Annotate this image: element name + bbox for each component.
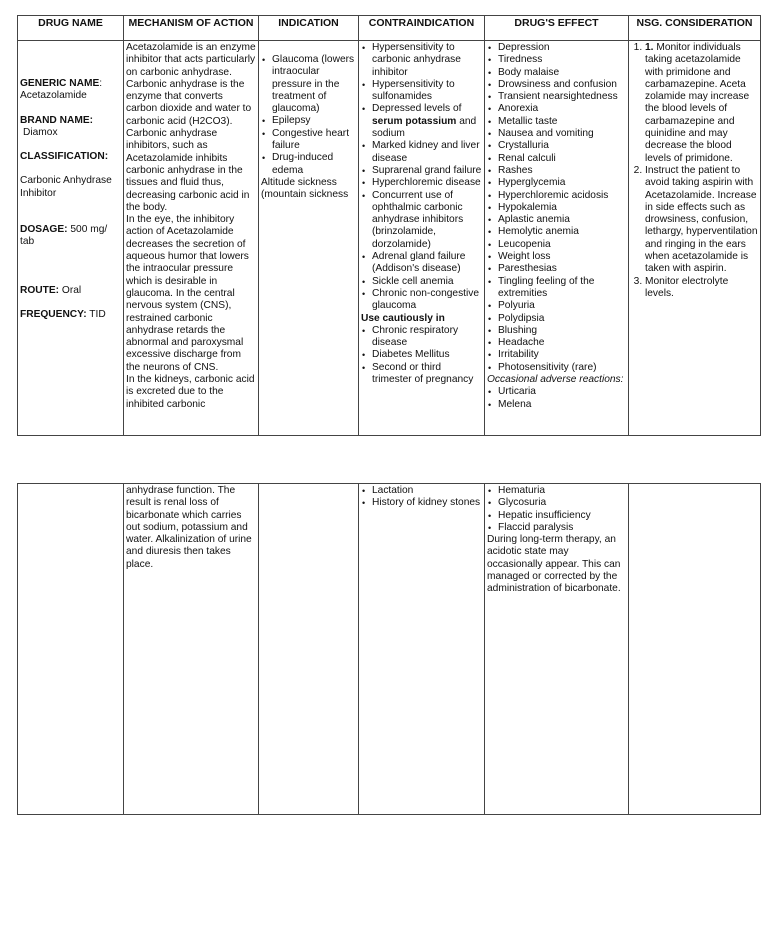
header-indication: INDICATION xyxy=(259,16,359,41)
drug-name-cell: GENERIC NAME: Acetazolamide BRAND NAME: Diamox CLASSIFICATION: Carbonic Anhydrase Inhibitor DOSAGE: 500 mg/ tab ROUTE: Oral FREQUENCY: TID xyxy=(18,41,124,436)
effect-item: • Anorexia xyxy=(487,103,626,115)
header-contraindication: CONTRAINDICATION xyxy=(359,16,485,41)
occasional-item: • Urticaria xyxy=(487,386,626,398)
contraindication-item: • Adrenal gland failure (Addison's disease) xyxy=(361,251,482,276)
contraindication-list xyxy=(361,42,482,313)
effect-item: • Renal calculi xyxy=(487,153,626,165)
header-nsg-consideration: NSG. CONSIDERATION xyxy=(629,16,761,41)
contraindication-item: • Lactation xyxy=(361,485,482,497)
nsg-consideration-cell xyxy=(629,41,761,436)
nsg-item: 2. Instruct the patient to avoid taking aspirin with Acetazolamide. Increase in side effects such as drowsiness, confusion, lethargy, hyperventilation and ringing in the ears when acetazolamide is taken with aspirin. xyxy=(645,165,758,276)
mechanism-paragraph-2: In the eye, the inhibitory action of Acetazolamide decreases the secretion of aqueous humor that lowers the intraocular pressure which is desirable in glaucoma. In the central nervous system (CNS), restrained carbonic anhydrase retards the abnormal and paroxysmal excessive discharge from the neurons of CNS. xyxy=(126,214,249,373)
mechanism-paragraph-1: Acetazolamide is an enzyme inhibitor that acts particularly on carbonic anhydrase. Carbonic anhydrase is the enzyme that converts carbon dioxide and water to carbonic acid (H2CO3). Carbonic anhydrase inhibitors, such as Acetazolamide inhibits carbonic anhydrase in the tissues and fluid thus, decreasing carbonic acid in the body. xyxy=(126,42,256,213)
contraindication-item: • Sickle cell anemia xyxy=(361,276,482,288)
contraindication-item: • Suprarenal grand failure xyxy=(361,165,482,177)
indication-item: • Epilepsy xyxy=(261,115,356,127)
nsg-item: 3. Monitor electrolyte levels. xyxy=(645,276,758,301)
generic-name-value: Acetazolamide xyxy=(20,90,87,102)
generic-name-label: GENERIC NAME xyxy=(20,78,100,89)
indication-item: • Drug-induced edema xyxy=(261,152,356,177)
contraindication-item: • Depressed levels of serum potassium and sodium xyxy=(361,103,482,140)
effect-item: • Hyperglycemia xyxy=(487,177,626,189)
contraindication-cell-cont xyxy=(359,484,485,815)
indication-list xyxy=(261,54,356,177)
effect-item: • Polyuria xyxy=(487,300,626,312)
effect-item: • Tiredness xyxy=(487,54,626,66)
classification-label: CLASSIFICATION: xyxy=(20,151,109,163)
nsg-consideration-cell-cont xyxy=(629,484,761,815)
contraindication-item: • Chronic non-congestive glaucoma xyxy=(361,288,482,313)
header-mechanism: MECHANISM OF ACTION xyxy=(124,16,259,41)
effect-item: • Weight loss xyxy=(487,251,626,263)
contraindication-item: • Hypersensitivity to carbonic anhydrase inhibitor xyxy=(361,42,482,79)
effect-item: • Metallic taste xyxy=(487,116,626,128)
drug-effect-cell-cont xyxy=(485,484,629,815)
long-term-note: During long-term therapy, an acidotic state may occasionally appear. This can managed or corrected by the administration of bicarbonate. xyxy=(487,534,621,595)
effect-item: • Nausea and vomiting xyxy=(487,128,626,140)
effect-item: • Transient nearsightedness xyxy=(487,91,626,103)
contraindication-list-cont xyxy=(361,485,482,510)
effect-item: • Tingling feeling of the extremities xyxy=(487,276,626,301)
effect-item: • Crystalluria xyxy=(487,140,626,152)
contraindication-item: • Marked kidney and liver disease xyxy=(361,140,482,165)
effect-item: • Hematuria xyxy=(487,485,626,497)
effect-list xyxy=(487,42,626,374)
indication-cell-cont xyxy=(259,484,359,815)
effect-item: • Glycosuria xyxy=(487,497,626,509)
effect-item: • Photosensitivity (rare) xyxy=(487,362,626,374)
route-label: ROUTE: xyxy=(20,284,60,296)
brand-name-value: Diamox xyxy=(23,126,58,138)
occasional-heading: Occasional adverse reactions: xyxy=(487,374,624,386)
effect-item: • Irritability xyxy=(487,349,626,361)
mechanism-cell xyxy=(124,41,259,436)
header-drug-effect: DRUG'S EFFECT xyxy=(485,16,629,41)
caution-list xyxy=(361,325,482,386)
effect-item: • Drowsiness and confusion xyxy=(487,79,626,91)
effect-item: • Paresthesias xyxy=(487,263,626,275)
nsg-list xyxy=(631,42,758,300)
dosage-label: DOSAGE: xyxy=(20,224,68,236)
effect-item: • Flaccid paralysis xyxy=(487,522,626,534)
caution-item: • Second or third trimester of pregnancy xyxy=(361,362,482,387)
effect-item: • Hypokalemia xyxy=(487,202,626,214)
contraindication-item: • History of kidney stones xyxy=(361,497,482,509)
indication-item: • Glaucoma (lowers intraocular pressure in the treatment of glaucoma) xyxy=(261,54,356,115)
effect-item: • Hepatic insufficiency xyxy=(487,510,626,522)
contraindication-item: • Hyperchloremic disease xyxy=(361,177,482,189)
occasional-list xyxy=(487,386,626,411)
effect-item: • Headache xyxy=(487,337,626,349)
contraindication-item: • Concurrent use of ophthalmic carbonic anhydrase inhibitors (brinzolamide, dorzolamide) xyxy=(361,190,482,251)
header-drug-name: DRUG NAME xyxy=(18,16,124,41)
caution-item: • Diabetes Mellitus xyxy=(361,349,482,361)
contraindication-item: • Hypersensitivity to sulfonamides xyxy=(361,79,482,104)
mechanism-paragraph-3: In the kidneys, carbonic acid is excreted due to the inhibited carbonic xyxy=(126,374,255,410)
effect-item: • Hemolytic anemia xyxy=(487,226,626,238)
mechanism-cell-cont xyxy=(124,484,259,815)
drug-study-table-page2 xyxy=(17,483,761,815)
effect-item: • Blushing xyxy=(487,325,626,337)
contraindication-cell xyxy=(359,41,485,436)
drug-name-cell-cont xyxy=(18,484,124,815)
frequency-value: TID xyxy=(89,308,106,320)
occasional-item: • Melena xyxy=(487,399,626,411)
caution-item: • Chronic respiratory disease xyxy=(361,325,482,350)
effect-item: • Body malaise xyxy=(487,67,626,79)
indication-item: • Congestive heart failure xyxy=(261,128,356,153)
effect-list-cont xyxy=(487,485,626,534)
indication-extra: Altitude sickness (mountain sickness xyxy=(261,176,349,201)
effect-item: • Leucopenia xyxy=(487,239,626,251)
indication-cell xyxy=(259,41,359,436)
brand-name-label: BRAND NAME: xyxy=(20,114,94,126)
classification-value: Carbonic Anhydrase Inhibitor xyxy=(20,175,112,199)
effect-item: • Depression xyxy=(487,42,626,54)
drug-study-table-page1 xyxy=(17,15,761,436)
caution-heading: Use cautiously in xyxy=(361,312,445,324)
effect-item: • Rashes xyxy=(487,165,626,177)
effect-item: • Hyperchloremic acidosis xyxy=(487,190,626,202)
route-value: Oral xyxy=(61,284,82,296)
drug-effect-cell xyxy=(485,41,629,436)
mechanism-paragraph-4: anhydrase function. The result is renal loss of bicarbonate which carries out sodium, potassium and water. Alkalinization of urine and diuresis then takes place. xyxy=(126,485,252,570)
frequency-label: FREQUENCY: xyxy=(20,308,87,320)
nsg-item: 1. 1. Monitor individuals taking acetazolamide with primidone and carbamazepine. Aceta zolamide may increase the blood levels of carbamazepine and quinidine and may decrease the blood levels of primidone. xyxy=(645,42,758,165)
effect-item: • Aplastic anemia xyxy=(487,214,626,226)
dosage-value: 500 mg/ tab xyxy=(20,224,108,248)
effect-item: • Polydipsia xyxy=(487,313,626,325)
